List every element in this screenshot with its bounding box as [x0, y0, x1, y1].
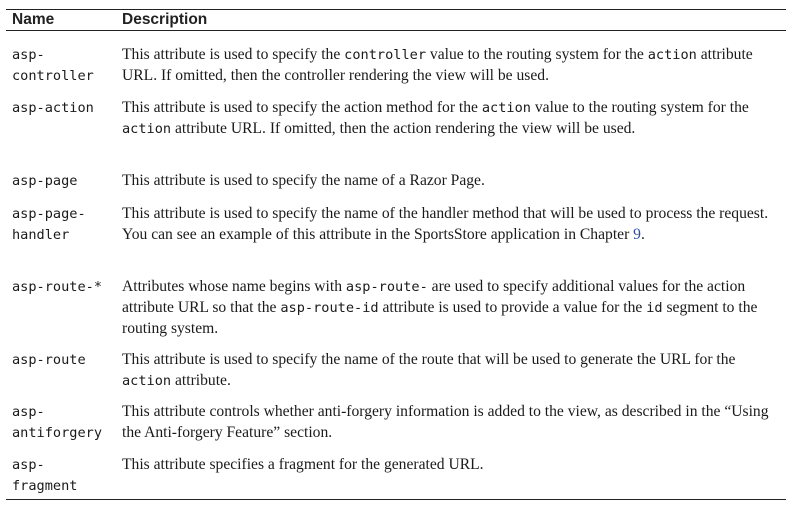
- description-text: This attribute is used to specify the name of the handler method that will be used to process the request. You can see an example of this attribute in the SportsStore application in Chapter: [122, 205, 769, 243]
- attribute-description: [122, 402, 786, 444]
- description-text: This attribute is used to specify the name of a Razor Page.: [122, 172, 485, 189]
- table-bottom-rule: [6, 499, 786, 500]
- code-term: id: [646, 299, 663, 316]
- attribute-description: [122, 171, 786, 192]
- description-text: This attribute is used to specify the: [122, 46, 345, 63]
- table-row: [6, 455, 786, 496]
- table-row: [6, 45, 786, 87]
- attribute-name: asp-page: [12, 173, 78, 189]
- attribute-description: [122, 204, 786, 246]
- description-text: value to the routing system for the: [530, 99, 749, 116]
- description-text: attribute URL. If omitted, then the controller rendering the view will be used.: [122, 46, 753, 84]
- table-row: [6, 350, 786, 392]
- description-text: .: [640, 225, 645, 243]
- code-term: asp-route-: [345, 279, 428, 295]
- description-text: Attributes whose name begins with: [122, 278, 346, 295]
- attribute-description: [122, 455, 786, 496]
- description-text: This attribute specifies a fragment for the generated URL.: [122, 456, 484, 473]
- attribute-name: asp-route-*: [12, 279, 103, 295]
- description-text: This attribute controls whether anti-forgery information is added to the view, as described in the “Using the Anti-forgery Feature” section.: [122, 403, 769, 441]
- description-text: This attribute is used to specify the action method for the: [122, 99, 482, 116]
- attribute-name: asp-action: [12, 100, 94, 116]
- table-row: [6, 402, 786, 444]
- code-term: action: [122, 120, 172, 137]
- description-text: attribute URL. If omitted, then the action rendering the view will be used.: [171, 119, 636, 137]
- attribute-name: asp-page- handler: [12, 206, 86, 243]
- attribute-description: [122, 350, 786, 392]
- attribute-description: [122, 45, 786, 87]
- table-row: [6, 98, 786, 140]
- attribute-name: asp- antiforgery: [12, 404, 103, 441]
- table-row: [6, 171, 786, 192]
- attribute-description: [122, 98, 786, 140]
- description-text: segment to the routing system.: [122, 298, 758, 337]
- code-term: action: [481, 100, 531, 116]
- attribute-name: asp- fragment: [12, 457, 78, 494]
- description-text: attribute is used to provide a value for the: [378, 298, 647, 316]
- description-column-header: Description: [122, 11, 208, 28]
- attribute-name: asp- controller: [12, 47, 94, 84]
- code-term: controller: [344, 47, 427, 63]
- table-header: [6, 9, 786, 31]
- attribute-name: asp-route: [12, 352, 86, 368]
- description-text: are used to specify additional values for the action attribute URL so that the: [122, 278, 746, 316]
- description-text: value to the routing system for the: [426, 46, 648, 63]
- description-text: attribute.: [171, 371, 231, 389]
- code-term: asp-route-id: [280, 299, 379, 316]
- chapter-link[interactable]: 9: [633, 225, 641, 243]
- attributes-table: [6, 9, 786, 494]
- name-column-header: Name: [12, 11, 55, 28]
- table-row: [6, 277, 786, 339]
- table-row: [6, 204, 786, 246]
- description-text: This attribute is used to specify the name of the route that will be used to generate the URL for the: [122, 351, 736, 368]
- code-term: action: [122, 372, 172, 389]
- code-term: action: [647, 47, 697, 63]
- attribute-description: [122, 277, 786, 339]
